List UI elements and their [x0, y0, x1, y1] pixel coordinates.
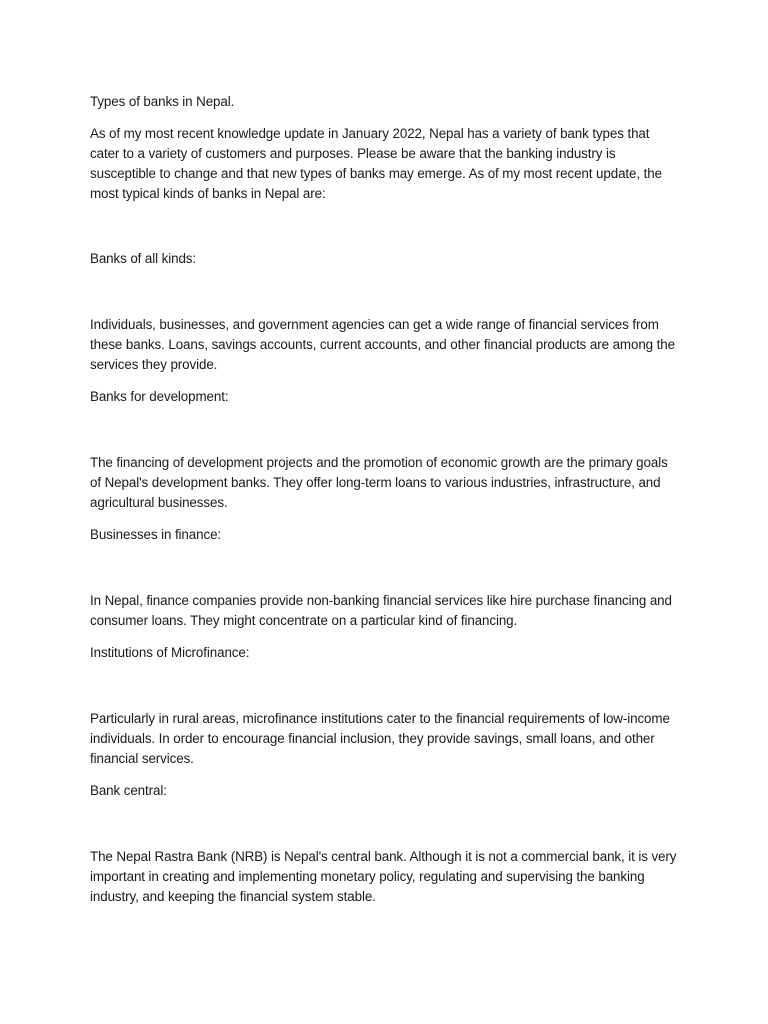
document-title: Types of banks in Nepal. [90, 94, 235, 109]
section-heading-microfinance: Institutions of Microfinance: [90, 645, 250, 660]
intro-paragraph: As of my most recent knowledge update in January 2022, Nepal has a variety of bank types that cater to a variety of customers and purposes. Please be aware that the banking industry is susceptible to change and that new types of banks may emerge. As of my most recent update, the most typical kinds of banks in Nepal are: [90, 126, 662, 201]
section-body-central-bank: The Nepal Rastra Bank (NRB) is Nepal's central bank. Although it is not a commercial bank, it is very important in creating and implementing monetary policy, regulating and supervising the banking industry, and keeping the financial system stable. [90, 849, 677, 904]
section-heading-central-bank: Bank central: [90, 783, 167, 798]
section-heading-development-banks: Banks for development: [90, 389, 229, 404]
section-heading-commercial-banks: Banks of all kinds: [90, 251, 197, 266]
section-body-commercial-banks: Individuals, businesses, and government agencies can get a wide range of financial services from these banks. Loans, savings accounts, current accounts, and other financial products are among the services they provide. [90, 317, 675, 372]
section-body-microfinance: Particularly in rural areas, microfinance institutions cater to the financial requirements of low-income individuals. In order to encourage financial inclusion, they provide savings, small loans, and other financial services. [90, 711, 670, 766]
document-body [90, 92, 680, 907]
section-body-finance-companies: In Nepal, finance companies provide non-banking financial services like hire purchase financing and consumer loans. They might concentrate on a particular kind of financing. [90, 593, 672, 628]
section-body-development-banks: The financing of development projects and the promotion of economic growth are the primary goals of Nepal's development banks. They offer long-term loans to various industries, infrastructure, and agricultural businesses. [90, 455, 668, 510]
section-heading-finance-companies: Businesses in finance: [90, 527, 222, 542]
